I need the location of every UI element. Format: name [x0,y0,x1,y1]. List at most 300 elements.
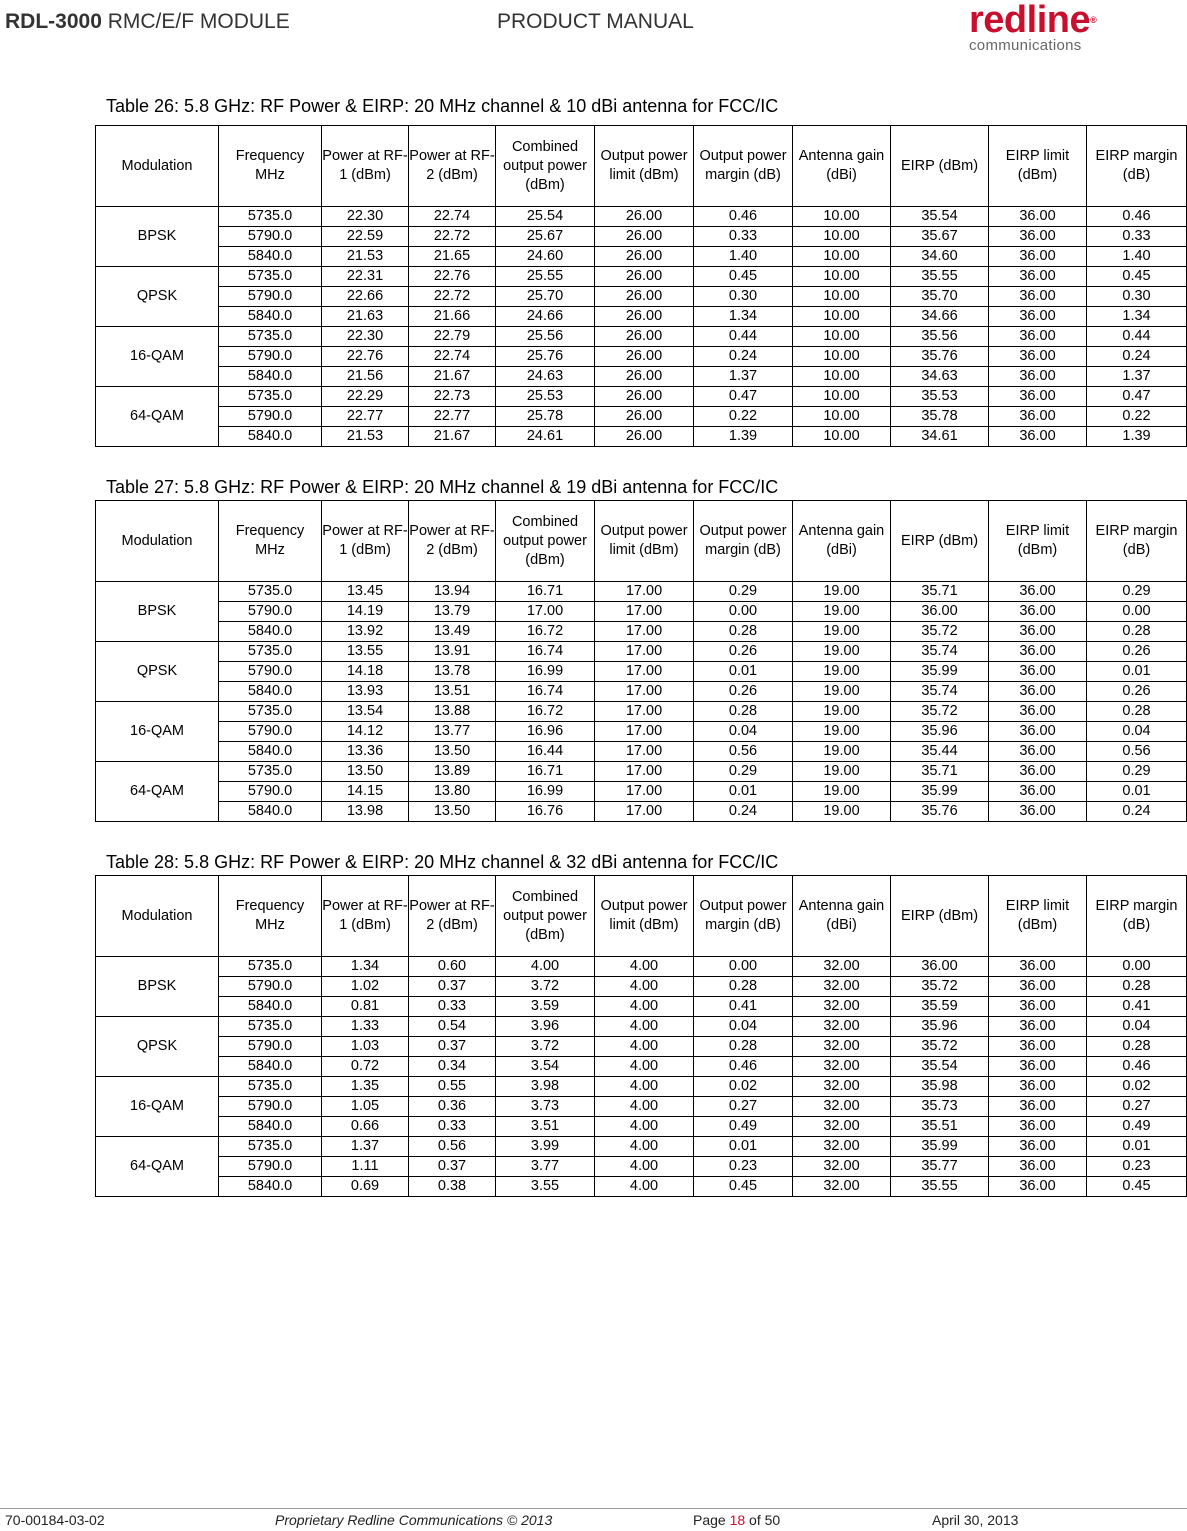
table-cell: 0.46 [1087,207,1187,227]
table-cell: 0.23 [694,1157,793,1177]
table-cell: 25.70 [496,287,595,307]
table-cell: 0.01 [694,782,793,802]
table-cell: 13.93 [322,682,409,702]
table-cell: 0.28 [694,702,793,722]
table-cell: 35.59 [891,997,989,1017]
table-cell: 0.04 [1087,1017,1187,1037]
table-cell: 36.00 [989,1077,1087,1097]
table-cell: 35.78 [891,407,989,427]
modulation-cell: BPSK [96,207,219,267]
table-cell: 32.00 [793,1157,891,1177]
table-cell: 16.99 [496,782,595,802]
table-cell: 35.55 [891,1177,989,1197]
table-cell: 0.30 [1087,287,1187,307]
table-cell: 5735.0 [219,267,322,287]
table-cell: 1.35 [322,1077,409,1097]
table-cell: 5840.0 [219,997,322,1017]
table-cell: 36.00 [989,1017,1087,1037]
column-header: Antenna gain (dBi) [793,876,891,957]
table-cell: 35.71 [891,762,989,782]
table-cell: 22.73 [409,387,496,407]
table-cell: 19.00 [793,662,891,682]
table-cell: 22.76 [409,267,496,287]
table-cell: 19.00 [793,782,891,802]
table-cell: 17.00 [496,602,595,622]
column-header: Power at RF-1 (dBm) [322,876,409,957]
footer-doc-id: 70-00184-03-02 [5,1512,105,1528]
table-cell: 10.00 [793,247,891,267]
table-cell: 0.37 [409,977,496,997]
table-cell: 0.26 [1087,682,1187,702]
table-cell: 1.40 [1087,247,1187,267]
table-cell: 4.00 [595,1057,694,1077]
table-cell: 3.98 [496,1077,595,1097]
table-cell: 1.34 [694,307,793,327]
table-cell: 0.28 [1087,977,1187,997]
table-cell: 10.00 [793,307,891,327]
table-cell: 32.00 [793,1057,891,1077]
table-cell: 24.60 [496,247,595,267]
table-cell: 5840.0 [219,1177,322,1197]
table-cell: 26.00 [595,387,694,407]
table-cell: 36.00 [989,407,1087,427]
table-cell: 35.74 [891,642,989,662]
table-row [96,977,1187,997]
table-cell: 22.59 [322,227,409,247]
modulation-cell: QPSK [96,642,219,702]
table-row [96,1177,1187,1197]
table-cell: 4.00 [595,1037,694,1057]
table-cell: 24.61 [496,427,595,447]
table-cell: 35.51 [891,1117,989,1137]
table-cell: 19.00 [793,762,891,782]
table-cell: 5790.0 [219,662,322,682]
table-cell: 5840.0 [219,742,322,762]
table-cell: 22.76 [322,347,409,367]
table-row [96,702,1187,722]
table-cell: 17.00 [595,602,694,622]
table-cell: 36.00 [989,1097,1087,1117]
table-28-caption: Table 28: 5.8 GHz: RF Power & EIRP: 20 MHz channel & 32 dBi antenna for FCC/IC [106,852,779,872]
table-cell: 16.74 [496,682,595,702]
table-cell: 32.00 [793,1177,891,1197]
table-cell: 26.00 [595,227,694,247]
footer-copyright [275,1512,552,1528]
table-cell: 0.24 [694,347,793,367]
table-cell: 0.72 [322,1057,409,1077]
table-cell: 5840.0 [219,802,322,822]
table-cell: 16.99 [496,662,595,682]
table-cell: 19.00 [793,582,891,602]
header-product [5,10,290,34]
table-row [96,802,1187,822]
table-cell: 0.54 [409,1017,496,1037]
logo-wordmark: redline [969,0,1091,41]
table-cell: 36.00 [989,762,1087,782]
table-cell: 0.28 [694,622,793,642]
table-cell: 5790.0 [219,1037,322,1057]
table-cell: 36.00 [989,267,1087,287]
table-cell: 26.00 [595,407,694,427]
table-cell: 19.00 [793,742,891,762]
table-cell: 3.96 [496,1017,595,1037]
table-cell: 21.53 [322,247,409,267]
table-cell: 13.50 [322,762,409,782]
table-cell: 0.56 [1087,742,1187,762]
table-cell: 22.72 [409,227,496,247]
column-header: EIRP (dBm) [891,501,989,582]
table-cell: 36.00 [989,957,1087,977]
table-cell: 3.55 [496,1177,595,1197]
table-cell: 13.50 [409,802,496,822]
table-row [96,1017,1187,1037]
table-cell: 21.53 [322,427,409,447]
table-cell: 35.72 [891,702,989,722]
table-cell: 0.37 [409,1157,496,1177]
table-row [96,1037,1187,1057]
table-cell: 4.00 [595,1177,694,1197]
column-header: Output power limit (dBm) [595,126,694,207]
column-header: Output power margin (dB) [694,126,793,207]
table-cell: 1.39 [694,427,793,447]
table-cell: 21.67 [409,427,496,447]
table-cell: 10.00 [793,347,891,367]
table-cell: 5735.0 [219,582,322,602]
modulation-cell: BPSK [96,582,219,642]
table-cell: 0.28 [694,977,793,997]
table-cell: 5735.0 [219,1137,322,1157]
table-cell: 1.37 [694,367,793,387]
table-cell: 5840.0 [219,1117,322,1137]
table-cell: 32.00 [793,957,891,977]
column-header: Power at RF-2 (dBm) [409,876,496,957]
table-cell: 0.46 [1087,1057,1187,1077]
table-row [96,957,1187,977]
table-cell: 36.00 [989,602,1087,622]
table-cell: 17.00 [595,762,694,782]
table-row [96,602,1187,622]
table-cell: 36.00 [989,427,1087,447]
table-cell: 21.63 [322,307,409,327]
table-cell: 16.72 [496,622,595,642]
table-cell: 5790.0 [219,722,322,742]
table-cell: 36.00 [989,702,1087,722]
table-cell: 36.00 [989,662,1087,682]
table-cell: 36.00 [989,1057,1087,1077]
table-cell: 4.00 [595,1097,694,1117]
table-cell: 0.33 [409,1117,496,1137]
table-cell: 3.59 [496,997,595,1017]
table-cell: 1.37 [1087,367,1187,387]
column-header: EIRP margin (dB) [1087,876,1187,957]
table-cell: 19.00 [793,642,891,662]
table-cell: 36.00 [989,682,1087,702]
table-cell: 26.00 [595,207,694,227]
table-cell: 0.56 [694,742,793,762]
table-cell: 17.00 [595,802,694,822]
table-cell: 5840.0 [219,682,322,702]
table-cell: 3.72 [496,1037,595,1057]
table-cell: 17.00 [595,782,694,802]
table-cell: 0.24 [694,802,793,822]
table-cell: 16.74 [496,642,595,662]
table-cell: 0.29 [694,762,793,782]
table-cell: 10.00 [793,367,891,387]
modulation-cell: QPSK [96,267,219,327]
table-cell: 5840.0 [219,307,322,327]
table-cell: 4.00 [496,957,595,977]
table-cell: 36.00 [989,387,1087,407]
table-cell: 5735.0 [219,387,322,407]
table-cell: 0.30 [694,287,793,307]
table-cell: 0.26 [694,642,793,662]
table-cell: 1.39 [1087,427,1187,447]
table-cell: 36.00 [989,327,1087,347]
table-cell: 10.00 [793,287,891,307]
table-cell: 0.28 [1087,702,1187,722]
column-header: Combined output power (dBm) [496,126,595,207]
table-cell: 35.73 [891,1097,989,1117]
table-cell: 13.98 [322,802,409,822]
column-header: Power at RF-2 (dBm) [409,501,496,582]
table-cell: 1.37 [322,1137,409,1157]
table-cell: 35.67 [891,227,989,247]
table-cell: 32.00 [793,977,891,997]
table-cell: 0.27 [1087,1097,1187,1117]
modulation-cell: 16-QAM [96,327,219,387]
table-cell: 21.67 [409,367,496,387]
table-cell: 36.00 [989,802,1087,822]
table-cell: 13.50 [409,742,496,762]
modulation-cell: QPSK [96,1017,219,1077]
table-cell: 22.77 [409,407,496,427]
table-cell: 25.54 [496,207,595,227]
table-cell: 0.29 [694,582,793,602]
table-cell: 5790.0 [219,1157,322,1177]
footer-divider [0,1508,1187,1509]
column-header: Power at RF-1 (dBm) [322,501,409,582]
table-cell: 17.00 [595,682,694,702]
footer-page: Page 18 of 50 [693,1512,781,1528]
table-cell: 0.28 [1087,622,1187,642]
table-cell: 5840.0 [219,622,322,642]
column-header: EIRP (dBm) [891,876,989,957]
table-row [96,327,1187,347]
table-cell: 5735.0 [219,762,322,782]
column-header: Antenna gain (dBi) [793,126,891,207]
table-cell: 0.04 [1087,722,1187,742]
table-cell: 16.71 [496,582,595,602]
table-cell: 0.04 [694,1017,793,1037]
table-cell: 0.41 [1087,997,1187,1017]
table-row [96,267,1187,287]
table-cell: 36.00 [989,722,1087,742]
table-cell: 0.00 [694,602,793,622]
table-cell: 0.47 [694,387,793,407]
table-cell: 35.55 [891,267,989,287]
table-cell: 5735.0 [219,642,322,662]
table-row [96,1097,1187,1117]
table-row [96,227,1187,247]
table-cell: 0.28 [694,1037,793,1057]
table-cell: 4.00 [595,1077,694,1097]
table-cell: 35.54 [891,207,989,227]
table-cell: 5790.0 [219,287,322,307]
table-cell: 14.15 [322,782,409,802]
table-row [96,347,1187,367]
module-name: RMC/E/F MODULE [107,10,290,33]
table-cell: 0.56 [409,1137,496,1157]
table-cell: 36.00 [989,1117,1087,1137]
table-cell: 1.34 [1087,307,1187,327]
table-cell: 26.00 [595,327,694,347]
table-cell: 34.63 [891,367,989,387]
table-cell: 36.00 [891,957,989,977]
table-cell: 36.00 [989,227,1087,247]
table-cell: 5790.0 [219,602,322,622]
table-cell: 35.76 [891,347,989,367]
table-row [96,1117,1187,1137]
header-row [96,501,1187,582]
table-cell: 35.70 [891,287,989,307]
table-cell: 0.00 [1087,602,1187,622]
table-cell: 4.00 [595,997,694,1017]
table-cell: 17.00 [595,662,694,682]
column-header: Output power limit (dBm) [595,876,694,957]
table-cell: 5735.0 [219,1077,322,1097]
table-cell: 5840.0 [219,1057,322,1077]
table-cell: 5735.0 [219,957,322,977]
header-manual-title: PRODUCT MANUAL [497,10,694,33]
table-cell: 0.01 [694,1137,793,1157]
column-header: EIRP limit (dBm) [989,501,1087,582]
table-cell: 36.00 [891,602,989,622]
table-cell: 22.66 [322,287,409,307]
table-cell: 32.00 [793,1117,891,1137]
table-cell: 35.71 [891,582,989,602]
table-cell: 36.00 [989,207,1087,227]
table-cell: 35.76 [891,802,989,822]
table-cell: 1.40 [694,247,793,267]
column-header: Frequency MHz [219,876,322,957]
table-cell: 16.72 [496,702,595,722]
table-cell: 26.00 [595,287,694,307]
table-cell: 22.30 [322,207,409,227]
table-cell: 26.00 [595,267,694,287]
modulation-cell: 64-QAM [96,762,219,822]
column-header: EIRP margin (dB) [1087,126,1187,207]
table-row [96,1137,1187,1157]
table-cell: 5735.0 [219,207,322,227]
table-cell: 13.92 [322,622,409,642]
table-cell: 0.29 [1087,762,1187,782]
table-26 [95,125,1187,447]
table-row [96,207,1187,227]
table-cell: 36.00 [989,1157,1087,1177]
table-cell: 1.03 [322,1037,409,1057]
table-cell: 1.02 [322,977,409,997]
table-row [96,247,1187,267]
column-header: Output power margin (dB) [694,501,793,582]
table-cell: 0.22 [1087,407,1187,427]
table-cell: 25.76 [496,347,595,367]
footer-date: April 30, 2013 [932,1512,1019,1528]
table-cell: 36.00 [989,367,1087,387]
table-cell: 36.00 [989,307,1087,327]
table-cell: 4.00 [595,1017,694,1037]
table-cell: 5735.0 [219,702,322,722]
table-row [96,682,1187,702]
modulation-cell: BPSK [96,957,219,1017]
table-cell: 26.00 [595,367,694,387]
table-cell: 32.00 [793,1077,891,1097]
table-cell: 35.77 [891,1157,989,1177]
table-cell: 22.74 [409,347,496,367]
table-cell: 3.72 [496,977,595,997]
table-cell: 1.05 [322,1097,409,1117]
table-27-caption: Table 27: 5.8 GHz: RF Power & EIRP: 20 MHz channel & 19 dBi antenna for FCC/IC [106,477,779,497]
table-cell: 4.00 [595,977,694,997]
table-cell: 35.44 [891,742,989,762]
table-cell: 0.81 [322,997,409,1017]
table-cell: 35.99 [891,782,989,802]
table-cell: 36.00 [989,1177,1087,1197]
table-cell: 36.00 [989,742,1087,762]
table-cell: 35.99 [891,1137,989,1157]
table-cell: 35.53 [891,387,989,407]
table-cell: 10.00 [793,327,891,347]
table-cell: 0.38 [409,1177,496,1197]
table-cell: 10.00 [793,227,891,247]
table-cell: 22.74 [409,207,496,227]
table-cell: 0.66 [322,1117,409,1137]
table-row [96,722,1187,742]
column-header: Combined output power (dBm) [496,876,595,957]
table-cell: 10.00 [793,427,891,447]
table-cell: 35.56 [891,327,989,347]
table-cell: 0.01 [694,662,793,682]
table-cell: 19.00 [793,802,891,822]
table-cell: 35.74 [891,682,989,702]
table-cell: 0.01 [1087,1137,1187,1157]
table-cell: 21.65 [409,247,496,267]
logo-subtitle: communications [969,37,1082,54]
table-cell: 13.36 [322,742,409,762]
table-cell: 35.96 [891,722,989,742]
table-cell: 5840.0 [219,247,322,267]
table-cell: 36.00 [989,1037,1087,1057]
table-cell: 35.98 [891,1077,989,1097]
table-cell: 13.88 [409,702,496,722]
table-cell: 4.00 [595,1137,694,1157]
table-cell: 32.00 [793,997,891,1017]
table-row [96,367,1187,387]
table-cell: 19.00 [793,682,891,702]
table-cell: 0.00 [1087,957,1187,977]
table-cell: 3.77 [496,1157,595,1177]
table-cell: 5790.0 [219,227,322,247]
table-cell: 0.01 [1087,662,1187,682]
table-cell: 16.96 [496,722,595,742]
table-cell: 22.29 [322,387,409,407]
table-cell: 32.00 [793,1037,891,1057]
table-cell: 32.00 [793,1017,891,1037]
table-cell: 34.61 [891,427,989,447]
column-header: Combined output power (dBm) [496,501,595,582]
modulation-cell: 16-QAM [96,702,219,762]
table-cell: 5735.0 [219,327,322,347]
table-cell: 0.33 [409,997,496,1017]
